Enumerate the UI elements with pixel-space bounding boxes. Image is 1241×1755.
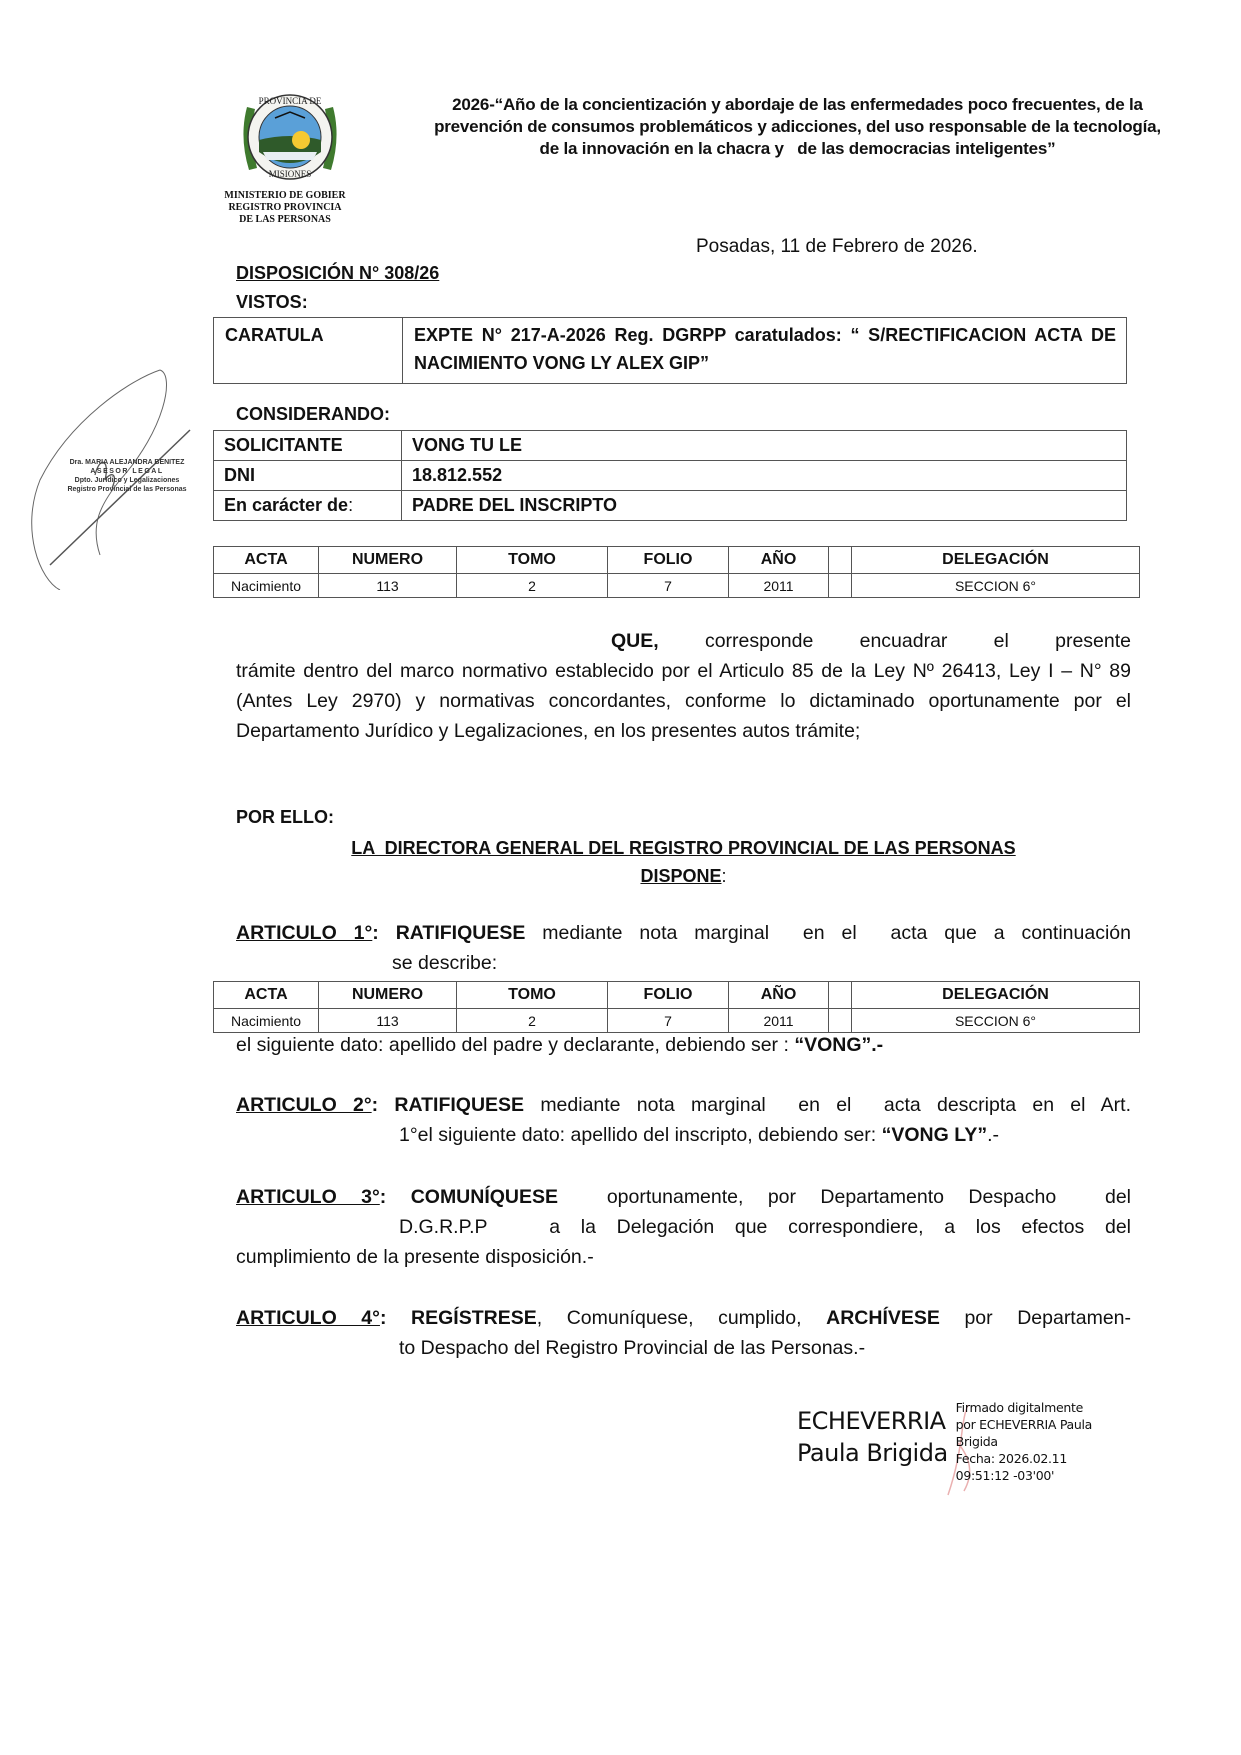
cell-blank: [829, 574, 852, 598]
que-body: trámite dentro del marco normativo establecido por el Articulo 85 de la Ley Nº 26413, Ley I – N° 89 (Antes Ley 2970) y normativas concordantes, conforme lo dictaminado oportunamente por el Departamento Jurídico y Legalizaciones, en los presentes autos trámite;: [236, 660, 1131, 742]
considering-paragraph: [236, 626, 1131, 746]
cell-delegacion: SECCION 6°: [852, 1009, 1140, 1033]
table-row: [214, 431, 1127, 461]
article-2-value: “VONG LY”: [881, 1124, 988, 1146]
article-4-heading: ARTICULO 4°: [236, 1307, 380, 1329]
col-header-delegacion: DELEGACIÓN: [852, 982, 1140, 1009]
svg-text:PROVINCIA DE: PROVINCIA DE: [258, 96, 322, 106]
svg-text:MISIONES: MISIONES: [268, 169, 312, 179]
article-2-line-1: [236, 1090, 1131, 1120]
caratula-label: CARATULA: [214, 318, 403, 384]
dispone-label: DISPONE: [640, 866, 722, 886]
signer-surname: ECHEVERRIA: [797, 1407, 946, 1435]
role-value: PADRE DEL INSCRIPTO: [402, 491, 1127, 521]
birth-record-table: [213, 546, 1140, 598]
birth-record-table-article-1: [213, 981, 1140, 1033]
col-header-blank: [829, 982, 852, 1009]
ministry-line: REGISTRO PROVINCIA: [228, 202, 342, 213]
considerando-heading: CONSIDERANDO:: [236, 404, 391, 424]
motto-line: de la innovación en la chacra y de las democracias inteligentes”: [539, 139, 1056, 158]
table-header-row: [214, 547, 1140, 574]
col-header-acta: ACTA: [214, 982, 319, 1009]
stamp-line: Registro Provincial de las Personas: [67, 486, 187, 493]
stamp-line: Dpto. Jurídico y Legalizaciones: [74, 477, 180, 484]
table-row: [214, 318, 1127, 384]
director-line: LA DIRECTORA GENERAL DEL REGISTRO PROVINCIAL DE LAS PERSONAS: [351, 838, 1016, 858]
seal-icon: [235, 82, 345, 192]
applicant-value: VONG TU LE: [402, 431, 1127, 461]
signature-time: 09:51:12 -03'00': [955, 1468, 1055, 1483]
article-colon: :: [379, 1307, 387, 1329]
article-3-heading: ARTICULO 3°: [236, 1186, 380, 1208]
article-1-line-1: [236, 918, 1131, 948]
article-colon: :: [371, 1094, 379, 1116]
motto-line: prevención de consumos problemáticos y adicciones, del uso responsable de la tecnología,: [434, 117, 1161, 136]
signature-detail-line: Brigida: [955, 1434, 998, 1449]
table-header-row: [214, 982, 1140, 1009]
cell-folio: 7: [608, 574, 729, 598]
cell-delegacion: SECCION 6°: [852, 574, 1140, 598]
col-header-tomo: TOMO: [457, 547, 608, 574]
cell-anio: 2011: [729, 1009, 829, 1033]
col-header-folio: FOLIO: [608, 982, 729, 1009]
table-row: [214, 491, 1127, 521]
col-header-tomo: TOMO: [457, 982, 608, 1009]
role-label: [214, 491, 402, 521]
article-4-line-2: to Despacho del Registro Provincial de las Personas.-: [399, 1337, 866, 1359]
article-1-value: “VONG”.-: [794, 1034, 884, 1056]
article-4-line-1: [236, 1303, 1131, 1333]
signature-details: [956, 1399, 1092, 1484]
article-2: [236, 1090, 1131, 1150]
cell-tomo: 2: [457, 1009, 608, 1033]
col-header-folio: FOLIO: [608, 547, 729, 574]
signature-date: Fecha: 2026.02.11: [955, 1451, 1067, 1466]
cell-acta: Nacimiento: [214, 574, 319, 598]
que-lead-line: [236, 626, 1131, 656]
article-2-end: .-: [987, 1124, 1000, 1146]
por-ello-heading: POR ELLO:: [236, 807, 334, 827]
article-2-verb: RATIFIQUESE: [394, 1094, 525, 1116]
role-label-colon: :: [348, 495, 354, 515]
article-2-line-2: [236, 1120, 1131, 1150]
cell-tomo: 2: [457, 574, 608, 598]
applicant-table: [213, 430, 1127, 521]
article-1-text: mediante nota marginal en el acta que a continuación: [525, 922, 1131, 944]
article-4: [236, 1303, 1131, 1363]
cell-acta: Nacimiento: [214, 1009, 319, 1033]
applicant-label: SOLICITANTE: [214, 431, 402, 461]
caratula-table: [213, 317, 1127, 384]
signature-detail-line: Firmado digitalmente: [955, 1400, 1083, 1415]
signature-detail-line: por ECHEVERRIA Paula: [955, 1417, 1093, 1432]
ministry-line: DE LAS PERSONAS: [239, 214, 331, 225]
article-1-continuation: [236, 1034, 883, 1057]
legal-advisor-stamp: [62, 458, 192, 494]
digital-signature: [797, 1400, 1093, 1484]
article-1-verb: RATIFIQUESE: [395, 922, 526, 944]
caratula-value: EXPTE N° 217-A-2026 Reg. DGRPP caratulados: “ S/RECTIFICACION ACTA DE NACIMIENTO VONG LY ALEX GIP”: [403, 318, 1127, 384]
dni-value: 18.812.552: [402, 461, 1127, 491]
col-header-acta: ACTA: [214, 547, 319, 574]
article-colon: :: [379, 1186, 387, 1208]
article-2-text: mediante nota marginal en el acta descripta en el Art.: [524, 1094, 1131, 1116]
disposition-title: DISPOSICIÓN N° 308/26: [236, 263, 440, 283]
stamp-line: Dra. MARIA ALEJANDRA BENITEZ: [69, 459, 185, 466]
article-3-line-3: cumplimiento de la presente disposición.-: [236, 1246, 594, 1268]
cell-anio: 2011: [729, 574, 829, 598]
place-date: Posadas, 11 de Febrero de 2026.: [696, 236, 978, 257]
col-header-delegacion: DELEGACIÓN: [852, 547, 1140, 574]
article-3: [236, 1182, 1131, 1272]
article-3-line-1: [236, 1182, 1131, 1212]
article-2-heading: ARTICULO 2°: [236, 1094, 372, 1116]
table-row: [214, 1009, 1140, 1033]
article-2-text-2: 1°el siguiente dato: apellido del inscripto, debiendo ser:: [399, 1124, 882, 1146]
article-4-verb-2: ARCHÍVESE: [826, 1307, 940, 1329]
col-header-blank: [829, 547, 852, 574]
article-3-line-2: D.G.R.P.P a la Delegación que correspondiere, a los efectos del: [399, 1216, 1131, 1238]
article-1-line-2: se describe:: [392, 952, 498, 974]
cell-folio: 7: [608, 1009, 729, 1033]
article-3-text: oportunamente, por Departamento Despacho del: [558, 1186, 1131, 1208]
col-header-numero: NUMERO: [319, 982, 457, 1009]
article-1-after-text: el siguiente dato: apellido del padre y declarante, debiendo ser :: [236, 1034, 795, 1056]
article-1-heading: ARTICULO 1°: [236, 922, 373, 944]
table-row: [214, 461, 1127, 491]
motto-line: 2026-“Año de la concientización y abordaje de las enfermedades poco frecuentes, de la: [452, 95, 1143, 114]
province-seal: [235, 82, 345, 192]
year-motto: [375, 94, 1220, 160]
signer-given-name: Paula Brigida: [797, 1439, 948, 1467]
dispone-colon: :: [721, 866, 727, 886]
article-colon: :: [372, 922, 379, 944]
director-heading: [236, 834, 1131, 890]
col-header-anio: AÑO: [729, 982, 829, 1009]
ministry-line: MINISTERIO DE GOBIER: [224, 190, 346, 201]
article-3-verb: COMUNÍQUESE: [410, 1186, 559, 1208]
role-label-text: En carácter de: [224, 495, 349, 515]
col-header-numero: NUMERO: [319, 547, 457, 574]
cell-numero: 113: [319, 1009, 457, 1033]
que-bold: QUE,: [611, 630, 659, 652]
signer-name: [797, 1405, 948, 1469]
vistos-heading: VISTOS:: [236, 292, 308, 312]
article-4-mid: , Comuníquese, cumplido,: [536, 1307, 827, 1329]
table-row: [214, 574, 1140, 598]
cell-blank: [829, 1009, 852, 1033]
article-4-text: por Departamen-: [939, 1307, 1131, 1329]
article-4-verb: REGÍSTRESE: [411, 1307, 537, 1329]
col-header-anio: AÑO: [729, 547, 829, 574]
stamp-line: ASESOR LEGAL: [90, 468, 164, 475]
article-1: [236, 918, 1131, 978]
ministry-label: [205, 190, 365, 226]
cell-numero: 113: [319, 574, 457, 598]
que-lead-rest: corresponde encuadrar el presente: [658, 630, 1131, 652]
dni-label: DNI: [214, 461, 402, 491]
